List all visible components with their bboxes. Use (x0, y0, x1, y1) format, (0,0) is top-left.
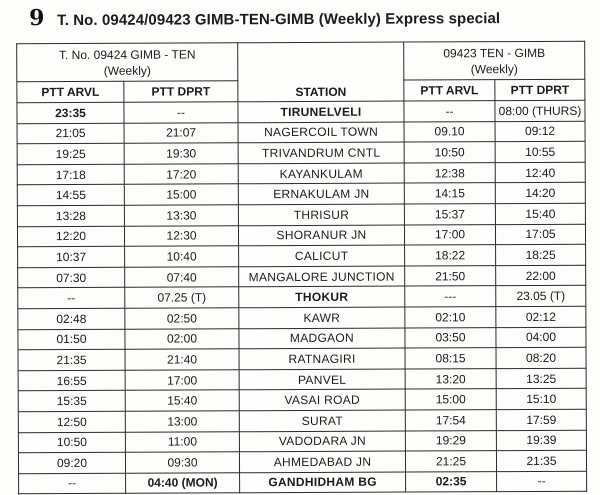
right-departure-cell: 18:25 (496, 244, 586, 265)
left-arrival-cell: -- (18, 288, 125, 309)
right-arrival-cell: 03:50 (405, 327, 496, 348)
station-cell: VASAI ROAD (239, 389, 405, 410)
station-cell: RATNAGIRI (239, 348, 405, 369)
left-departure-cell: 07.25 (T) (125, 287, 239, 308)
left-departure-cell: 12:30 (124, 225, 238, 246)
right-departure-header: PTT DPRT (495, 79, 585, 100)
left-arrival-cell: 12:50 (18, 411, 125, 432)
left-train-header (17, 43, 238, 82)
right-arrival-cell: 12:38 (404, 162, 495, 183)
table-row (17, 183, 585, 206)
left-arrival-cell: 15:35 (18, 391, 125, 412)
right-departure-cell: 19:39 (496, 430, 586, 451)
table-row (18, 347, 586, 370)
left-arrival-cell: 21:35 (18, 349, 125, 370)
station-cell: THOKUR (239, 286, 405, 307)
station-cell: TIRUNELVELI (238, 101, 404, 122)
right-departure-cell: 17:05 (495, 224, 585, 245)
station-cell: TRIVANDRUM CNTL (238, 142, 404, 163)
left-arrival-cell: 07:30 (18, 267, 125, 288)
right-arrival-cell: 13:20 (405, 368, 496, 389)
station-cell: CALICUT (239, 245, 405, 266)
left-arrival-cell: 23:35 (17, 102, 124, 123)
table-row (17, 100, 585, 123)
right-arrival-cell: 19:29 (405, 430, 496, 451)
right-arrival-cell: 18:22 (405, 245, 496, 266)
right-departure-cell: 10:55 (495, 141, 585, 162)
table-row (17, 224, 585, 247)
right-arrival-cell: 14:15 (404, 183, 495, 204)
left-departure-cell: 02:00 (125, 328, 239, 349)
right-departure-cell: 09:12 (495, 121, 585, 142)
table-row (17, 121, 585, 144)
right-arrival-cell: 17:54 (405, 410, 496, 431)
right-arrival-cell: 17:00 (404, 224, 495, 245)
station-cell: ERNAKULAM JN (238, 183, 404, 204)
right-arrival-header: PTT ARVL (404, 80, 495, 101)
left-departure-cell: 10:40 (125, 246, 239, 267)
left-departure-cell: 15:40 (125, 390, 239, 411)
table-row (17, 203, 585, 226)
table-row (19, 471, 587, 494)
station-cell: NAGERCOIL TOWN (238, 122, 404, 143)
right-arrival-cell: 02:10 (405, 307, 496, 328)
left-arrival-cell: 01:50 (18, 329, 125, 350)
right-departure-cell: 13:25 (496, 368, 586, 389)
left-departure-cell: 17:00 (125, 369, 239, 390)
timetable-body (17, 100, 587, 494)
table-row (18, 409, 586, 432)
station-cell: THRISUR (238, 204, 404, 225)
left-departure-cell: 13:00 (125, 411, 239, 432)
right-arrival-cell: -- (404, 101, 495, 122)
left-arrival-cell: 16:55 (18, 370, 125, 391)
left-departure-cell: 17:20 (124, 164, 238, 185)
station-cell: MANGALORE JUNCTION (239, 266, 405, 287)
table-row (18, 368, 586, 391)
right-departure-cell: 22:00 (496, 265, 586, 286)
left-departure-cell: 02:50 (125, 308, 239, 329)
left-departure-header: PTT DPRT (124, 81, 238, 102)
right-departure-cell: 21:35 (496, 450, 586, 471)
left-arrival-cell: 13:28 (17, 205, 124, 226)
right-arrival-cell: 15:00 (405, 389, 496, 410)
right-train-header (404, 41, 585, 80)
table-row (18, 265, 586, 288)
table-row (18, 389, 586, 412)
right-arrival-cell: 21:50 (405, 265, 496, 286)
left-arrival-cell: 09:20 (18, 452, 125, 473)
left-departure-cell: 19:30 (124, 143, 238, 164)
table-row (18, 450, 586, 473)
left-arrival-cell: 21:05 (17, 123, 124, 144)
left-arrival-cell: 02:48 (18, 308, 125, 329)
right-arrival-cell: --- (405, 286, 496, 307)
right-arrival-cell: 08:15 (405, 348, 496, 369)
right-departure-cell: -- (497, 471, 587, 492)
right-departure-cell: 23.05 (T) (496, 286, 586, 307)
page-number: 9 (29, 5, 45, 32)
right-departure-cell: 08:20 (496, 347, 586, 368)
right-departure-cell: 08:00 (THURS) (495, 100, 585, 121)
right-arrival-cell: 10:50 (404, 142, 495, 163)
right-departure-cell: 15:10 (496, 389, 586, 410)
left-departure-cell: -- (124, 102, 238, 123)
left-departure-cell: 15:00 (124, 184, 238, 205)
right-departure-cell: 14:20 (495, 183, 585, 204)
table-row (17, 141, 585, 164)
left-arrival-cell: 10:37 (18, 246, 125, 267)
station-cell: SHORANUR JN (238, 225, 404, 246)
left-arrival-cell: 17:18 (17, 164, 124, 185)
right-departure-cell: 02:12 (496, 306, 586, 327)
left-arrival-cell: -- (19, 473, 126, 494)
page-title: T. No. 09424/09423 GIMB-TEN-GIMB (Weekly) Express special (57, 10, 501, 30)
station-cell: AHMEDABAD JN (239, 451, 405, 472)
right-arrival-cell: 15:37 (404, 204, 495, 225)
station-cell: KAWR (239, 307, 405, 328)
left-departure-cell: 04:40 (MON) (126, 472, 240, 493)
left-departure-cell: 13:30 (124, 205, 238, 226)
left-train-number: T. No. 09424 GIMB - TEN (58, 46, 196, 62)
left-train-frequency: (Weekly) (103, 63, 151, 78)
left-arrival-cell: 12:20 (17, 226, 124, 247)
table-row (17, 162, 585, 185)
left-arrival-header: PTT ARVL (17, 81, 124, 102)
left-arrival-cell: 10:50 (18, 432, 125, 453)
left-departure-cell: 07:40 (125, 267, 239, 288)
right-departure-cell: 04:00 (496, 327, 586, 348)
station-column-header: STATION (238, 42, 404, 102)
left-departure-cell: 09:30 (125, 452, 239, 473)
timetable (16, 41, 587, 495)
station-cell: KAYANKULAM (238, 163, 404, 184)
station-cell: MADGAON (239, 328, 405, 349)
right-train-frequency: (Weekly) (470, 61, 518, 76)
right-train-number: 09423 TEN - GIMB (443, 45, 546, 60)
right-departure-cell: 15:40 (495, 203, 585, 224)
station-cell: VADODARA JN (239, 431, 405, 452)
table-row (18, 244, 586, 267)
table-row (18, 286, 586, 309)
right-arrival-cell: 02:35 (406, 471, 497, 492)
right-departure-cell: 12:40 (495, 162, 585, 183)
left-departure-cell: 21:40 (125, 349, 239, 370)
left-arrival-cell: 14:55 (17, 185, 124, 206)
table-row (18, 306, 586, 329)
station-cell: SURAT (239, 410, 405, 431)
table-row (18, 430, 586, 453)
station-cell: PANVEL (239, 369, 405, 390)
left-departure-cell: 21:07 (124, 122, 238, 143)
table-row (18, 327, 586, 350)
left-arrival-cell: 19:25 (17, 143, 124, 164)
station-cell: GANDHIDHAM BG (240, 472, 406, 493)
right-arrival-cell: 21:25 (405, 451, 496, 472)
right-departure-cell: 17:59 (496, 409, 586, 430)
right-arrival-cell: 09.10 (404, 121, 495, 142)
left-departure-cell: 11:00 (125, 431, 239, 452)
